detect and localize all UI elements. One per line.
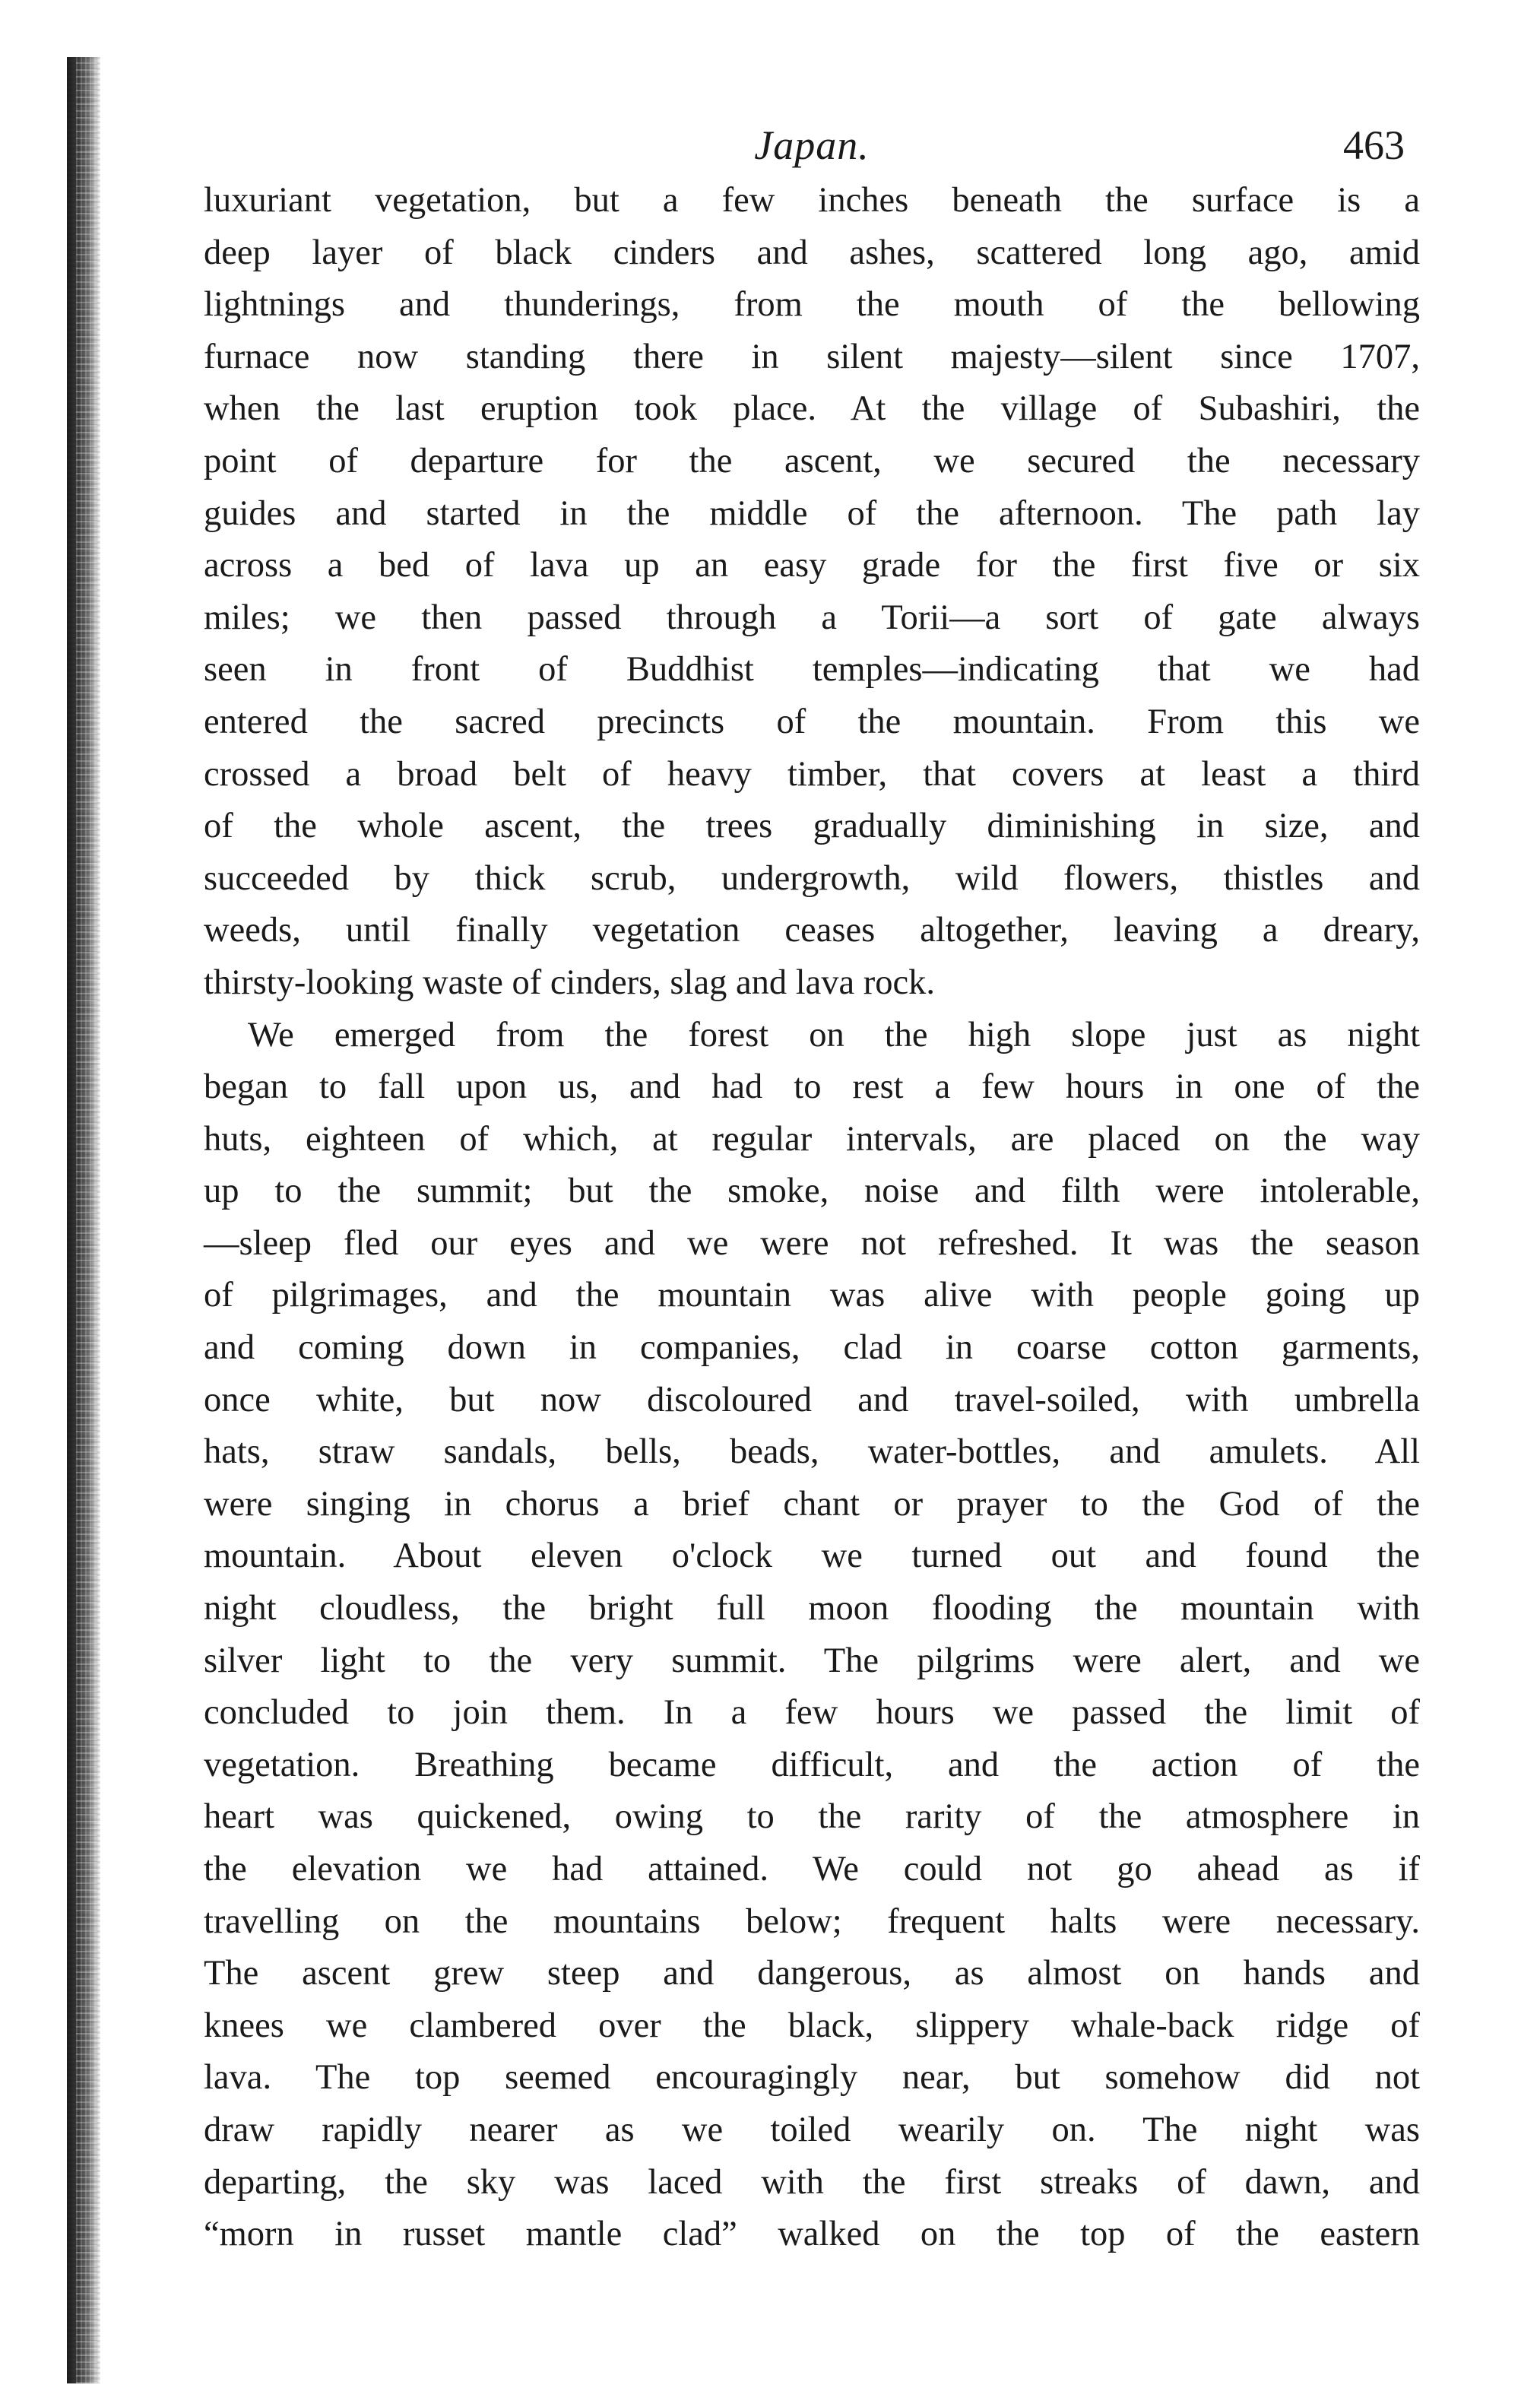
text-line: huts, eighteen of which, at regular intervals, are placed on the way <box>204 1119 1420 1159</box>
text-line: draw rapidly nearer as we toiled wearily on. The night was <box>204 2110 1420 2149</box>
text-line: furnace now standing there in silent majesty—silent since 1707, <box>204 337 1420 376</box>
text-line: point of departure for the ascent, we secured the necessary <box>204 441 1420 480</box>
text-line: knees we clambered over the black, slippery whale-back ridge of <box>204 2006 1420 2045</box>
text-line: concluded to join them. In a few hours we passed the limit of <box>204 1693 1420 1733</box>
text-line: once white, but now discoloured and travel-soiled, with umbrella <box>204 1380 1420 1419</box>
text-line: guides and started in the middle of the afternoon. The path lay <box>204 493 1420 533</box>
text-line: entered the sacred precincts of the mountain. From this we <box>204 702 1420 741</box>
text-line: luxuriant vegetation, but a few inches beneath the surface is a <box>204 181 1420 220</box>
text-line: mountain. About eleven o'clock we turned out and found the <box>204 1537 1420 1576</box>
book-page <box>204 91 1420 2261</box>
text-line: the elevation we had attained. We could not go ahead as if <box>204 1850 1420 1889</box>
text-line: across a bed of lava up an easy grade for the first five or six <box>204 546 1420 585</box>
paragraph-2 <box>204 1010 1420 2261</box>
text-line: We emerged from the forest on the high slope just as night <box>248 1015 1420 1054</box>
text-line: departing, the sky was laced with the first streaks of dawn, and <box>204 2162 1420 2202</box>
text-line: night cloudless, the bright full moon flooding the mountain with <box>204 1589 1420 1628</box>
text-line: of the whole ascent, the trees gradually diminishing in size, and <box>204 807 1420 846</box>
text-line: of pilgrimages, and the mountain was alive with people going up <box>204 1276 1420 1315</box>
text-line: seen in front of Buddhist temples—indicating that we had <box>204 650 1420 690</box>
text-line: crossed a broad belt of heavy timber, that covers at least a third <box>204 754 1420 794</box>
page-number: 463 <box>1343 122 1405 168</box>
text-line: lightnings and thunderings, from the mouth of the bellowing <box>204 285 1420 325</box>
text-line: vegetation. Breathing became difficult, and the action of the <box>204 1745 1420 1784</box>
text-line: The ascent grew steep and dangerous, as almost on hands and <box>204 1954 1420 1993</box>
text-line: deep layer of black cinders and ashes, scattered long ago, amid <box>204 233 1420 272</box>
text-line: thirsty-looking waste of cinders, slag and lava rock. <box>204 962 936 1002</box>
text-line: succeeded by thick scrub, undergrowth, wild flowers, thistles and <box>204 858 1420 898</box>
text-line: and coming down in companies, clad in coarse cotton garments, <box>204 1328 1420 1368</box>
text-line: travelling on the mountains below; frequent halts were necessary. <box>204 1901 1420 1941</box>
text-line: silver light to the very summit. The pilgrims were alert, and we <box>204 1641 1420 1680</box>
text-line: when the last eruption took place. At the village of Subashiri, the <box>204 389 1420 429</box>
body-text <box>204 175 1420 2261</box>
text-line: began to fall upon us, and had to rest a few hours in one of the <box>204 1067 1420 1107</box>
running-title: Japan. <box>754 122 870 168</box>
text-line: heart was quickened, owing to the rarity of the atmosphere in <box>204 1797 1420 1837</box>
text-line: “morn in russet mantle clad” walked on the top of the eastern <box>204 2215 1420 2254</box>
binding-texture <box>76 57 97 2383</box>
text-line: —sleep fled our eyes and we were not refreshed. It was the season <box>204 1223 1420 1263</box>
text-line: were singing in chorus a brief chant or prayer to the God of the <box>204 1484 1420 1524</box>
text-line: lava. The top seemed encouragingly near, but somehow did not <box>204 2058 1420 2098</box>
text-line: hats, straw sandals, bells, beads, water-bottles, and amulets. All <box>204 1432 1420 1472</box>
running-head <box>204 91 1420 175</box>
text-line: up to the summit; but the smoke, noise and filth were intolerable, <box>204 1172 1420 1211</box>
text-line: weeds, until finally vegetation ceases altogether, leaving a dreary, <box>204 911 1420 950</box>
paragraph-1 <box>204 175 1420 1010</box>
text-line: miles; we then passed through a Torii—a sort of gate always <box>204 598 1420 637</box>
